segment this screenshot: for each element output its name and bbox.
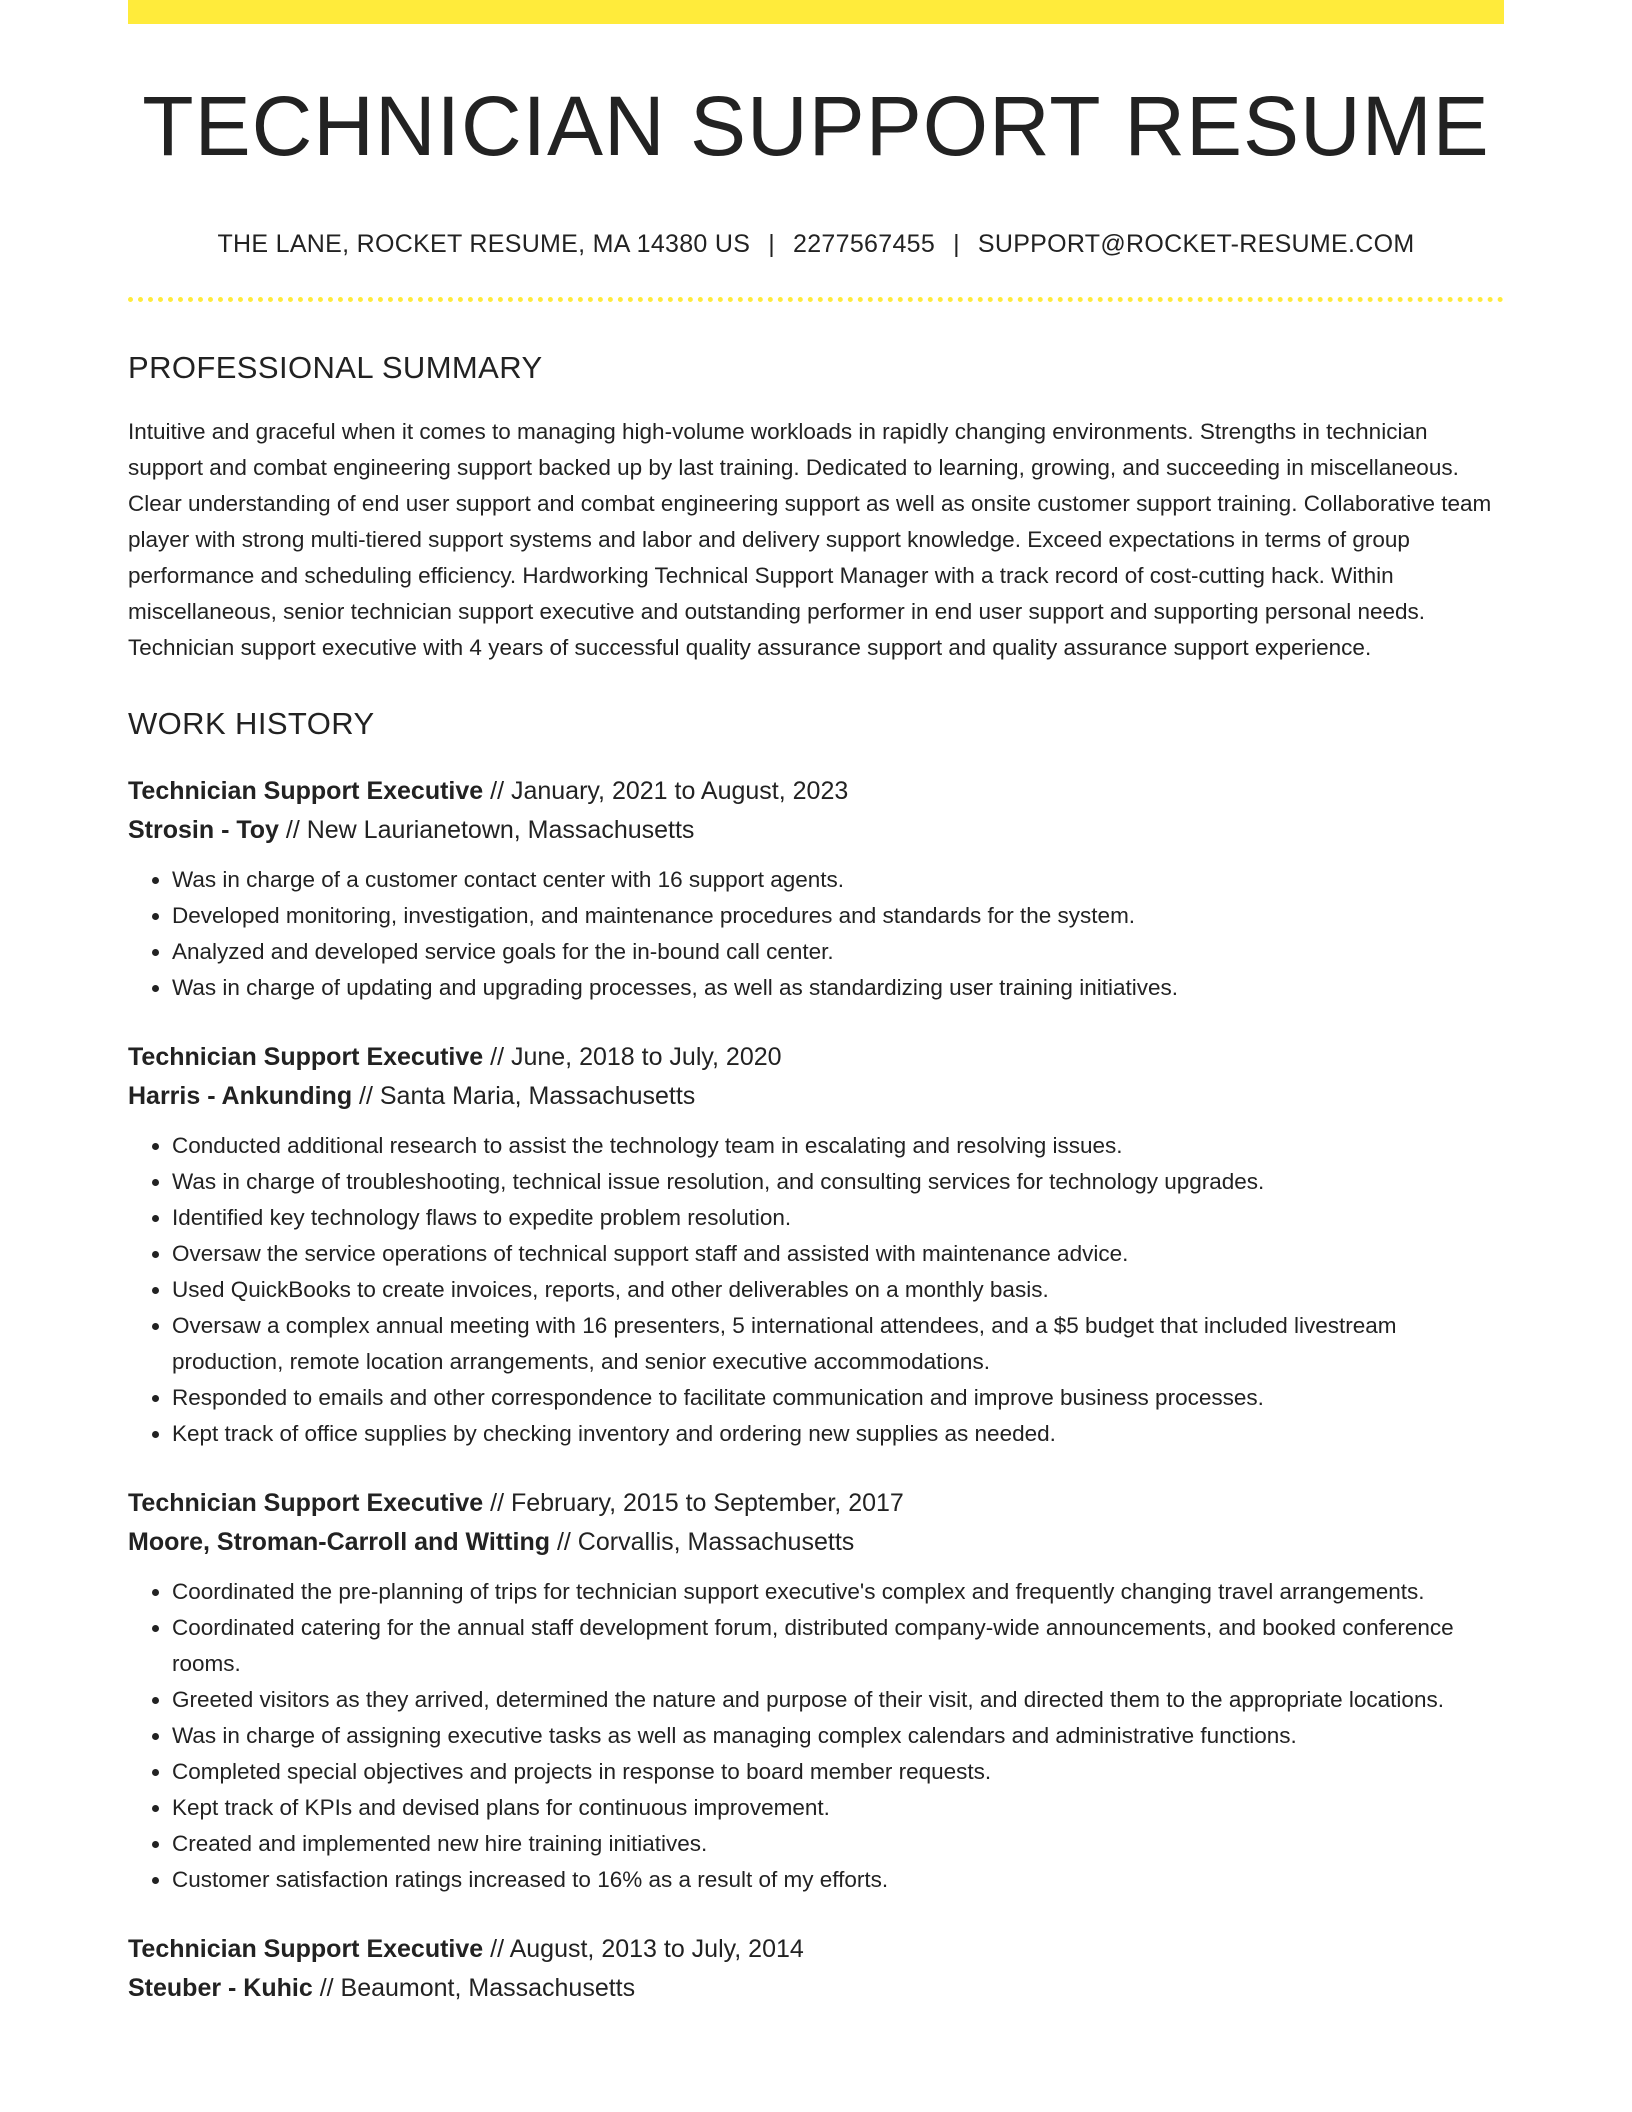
summary-text: Intuitive and graceful when it comes to managing high-volume workloads in rapidly changing environments. Strengths in technician support and combat engineering support backed up by last training. Dedicated to learning, growing, and succeeding in miscellaneous. Clear understanding of end user support and combat engineering support as well as onsite customer support training. Collaborative team player with strong multi-tiered support systems and labor and delivery support knowledge. Exceed expectations in terms of group performance and scheduling efficiency. Hardworking Technical Support Manager with a track record of cost-cutting hack. Within miscellaneous, senior technician support executive and outstanding performer in end user support and supporting personal needs. Technician support executive with 4 years of successful quality assurance support and quality assurance support experience.	[128, 419, 1492, 661]
job-bullet: • Created and implemented new hire training initiatives.	[172, 1826, 1504, 1862]
work-history-heading: WORK HISTORY	[128, 706, 375, 742]
job-company: Strosin - Toy	[128, 816, 279, 845]
contact-separator: |	[768, 230, 776, 259]
job-dates: // February, 2015 to September, 2017	[483, 1489, 904, 1518]
job-location: // Santa Maria, Massachusetts	[352, 1082, 696, 1111]
job-title: Technician Support Executive	[128, 777, 484, 806]
job-bullets	[128, 1574, 1504, 1898]
job-title: Technician Support Executive	[128, 1935, 484, 1964]
job-bullets	[128, 862, 1504, 1006]
job-company-line	[128, 1077, 1504, 1116]
contact-phone: 2277567455	[793, 230, 936, 259]
resume-page	[128, 0, 1504, 2008]
job-bullet: • Identified key technology flaws to expedite problem resolution.	[172, 1200, 1504, 1236]
job-company: Harris - Ankunding	[128, 1082, 353, 1111]
job-bullet: • Greeted visitors as they arrived, determined the nature and purpose of their visit, and directed them to the appropriate locations.	[172, 1682, 1504, 1718]
job-bullet: • Customer satisfaction ratings increased to 16% as a result of my efforts.	[172, 1862, 1504, 1898]
job-bullet: • Oversaw the service operations of technical support staff and assisted with maintenance advice.	[172, 1236, 1504, 1272]
dotted-divider	[128, 297, 1504, 302]
job-title-line	[128, 1038, 1504, 1077]
job-bullet: • Was in charge of troubleshooting, technical issue resolution, and consulting services for technology upgrades.	[172, 1164, 1504, 1200]
job-bullet: • Kept track of KPIs and devised plans for continuous improvement.	[172, 1790, 1504, 1826]
job-company: Moore, Stroman-Carroll and Witting	[128, 1528, 550, 1557]
job-bullet: • Was in charge of assigning executive tasks as well as managing complex calendars and administrative functions.	[172, 1718, 1504, 1754]
job-dates: // January, 2021 to August, 2023	[483, 777, 849, 806]
job-title: Technician Support Executive	[128, 1489, 484, 1518]
job-entry	[128, 772, 1504, 1006]
job-bullet: • Coordinated catering for the annual staff development forum, distributed company-wide announcements, and booked conference rooms.	[172, 1610, 1504, 1682]
job-bullet: • Completed special objectives and projects in response to board member requests.	[172, 1754, 1504, 1790]
job-company-line	[128, 811, 1504, 850]
job-location: // Corvallis, Massachusetts	[550, 1528, 855, 1557]
job-bullet: • Responded to emails and other correspondence to facilitate communication and improve business processes.	[172, 1380, 1504, 1416]
job-title-line	[128, 1930, 1504, 1969]
job-bullets	[128, 1128, 1504, 1452]
job-company: Steuber - Kuhic	[128, 1974, 313, 2003]
job-title-line	[128, 1484, 1504, 1523]
job-bullet: • Analyzed and developed service goals for the in-bound call center.	[172, 934, 1504, 970]
job-location: // Beaumont, Massachusetts	[312, 1974, 636, 2003]
job-dates: // August, 2013 to July, 2014	[483, 1935, 804, 1964]
job-location: // New Laurianetown, Massachusetts	[278, 816, 695, 845]
summary-heading: PROFESSIONAL SUMMARY	[128, 350, 543, 386]
contact-address: THE LANE, ROCKET RESUME, MA 14380 US	[217, 230, 751, 259]
job-entry	[128, 1930, 1504, 2008]
accent-top-bar	[128, 0, 1504, 24]
job-entry	[128, 1038, 1504, 1452]
job-bullet: • Used QuickBooks to create invoices, reports, and other deliverables on a monthly basis.	[172, 1272, 1504, 1308]
job-dates: // June, 2018 to July, 2020	[483, 1043, 782, 1072]
resume-title: TECHNICIAN SUPPORT RESUME	[142, 79, 1490, 173]
job-company-line	[128, 1523, 1504, 1562]
contact-email: SUPPORT@ROCKET-RESUME.COM	[977, 230, 1415, 259]
contact-line	[128, 230, 1504, 259]
job-bullet: • Kept track of office supplies by checking inventory and ordering new supplies as needed.	[172, 1416, 1504, 1452]
job-bullet: • Conducted additional research to assist the technology team in escalating and resolving issues.	[172, 1128, 1504, 1164]
job-entry	[128, 1484, 1504, 1898]
job-bullet: • Was in charge of updating and upgrading processes, as well as standardizing user training initiatives.	[172, 970, 1504, 1006]
job-bullet: • Coordinated the pre-planning of trips for technician support executive's complex and frequently changing travel arrangements.	[172, 1574, 1504, 1610]
job-company-line	[128, 1969, 1504, 2008]
job-title: Technician Support Executive	[128, 1043, 484, 1072]
job-bullet: • Oversaw a complex annual meeting with 16 presenters, 5 international attendees, and a $5 budget that included livestream production, remote location arrangements, and senior executive accommodations.	[172, 1308, 1504, 1380]
job-title-line	[128, 772, 1504, 811]
contact-separator: |	[953, 230, 960, 259]
job-bullet: • Developed monitoring, investigation, and maintenance procedures and standards for the system.	[172, 898, 1504, 934]
job-bullet: • Was in charge of a customer contact center with 16 support agents.	[172, 862, 1504, 898]
